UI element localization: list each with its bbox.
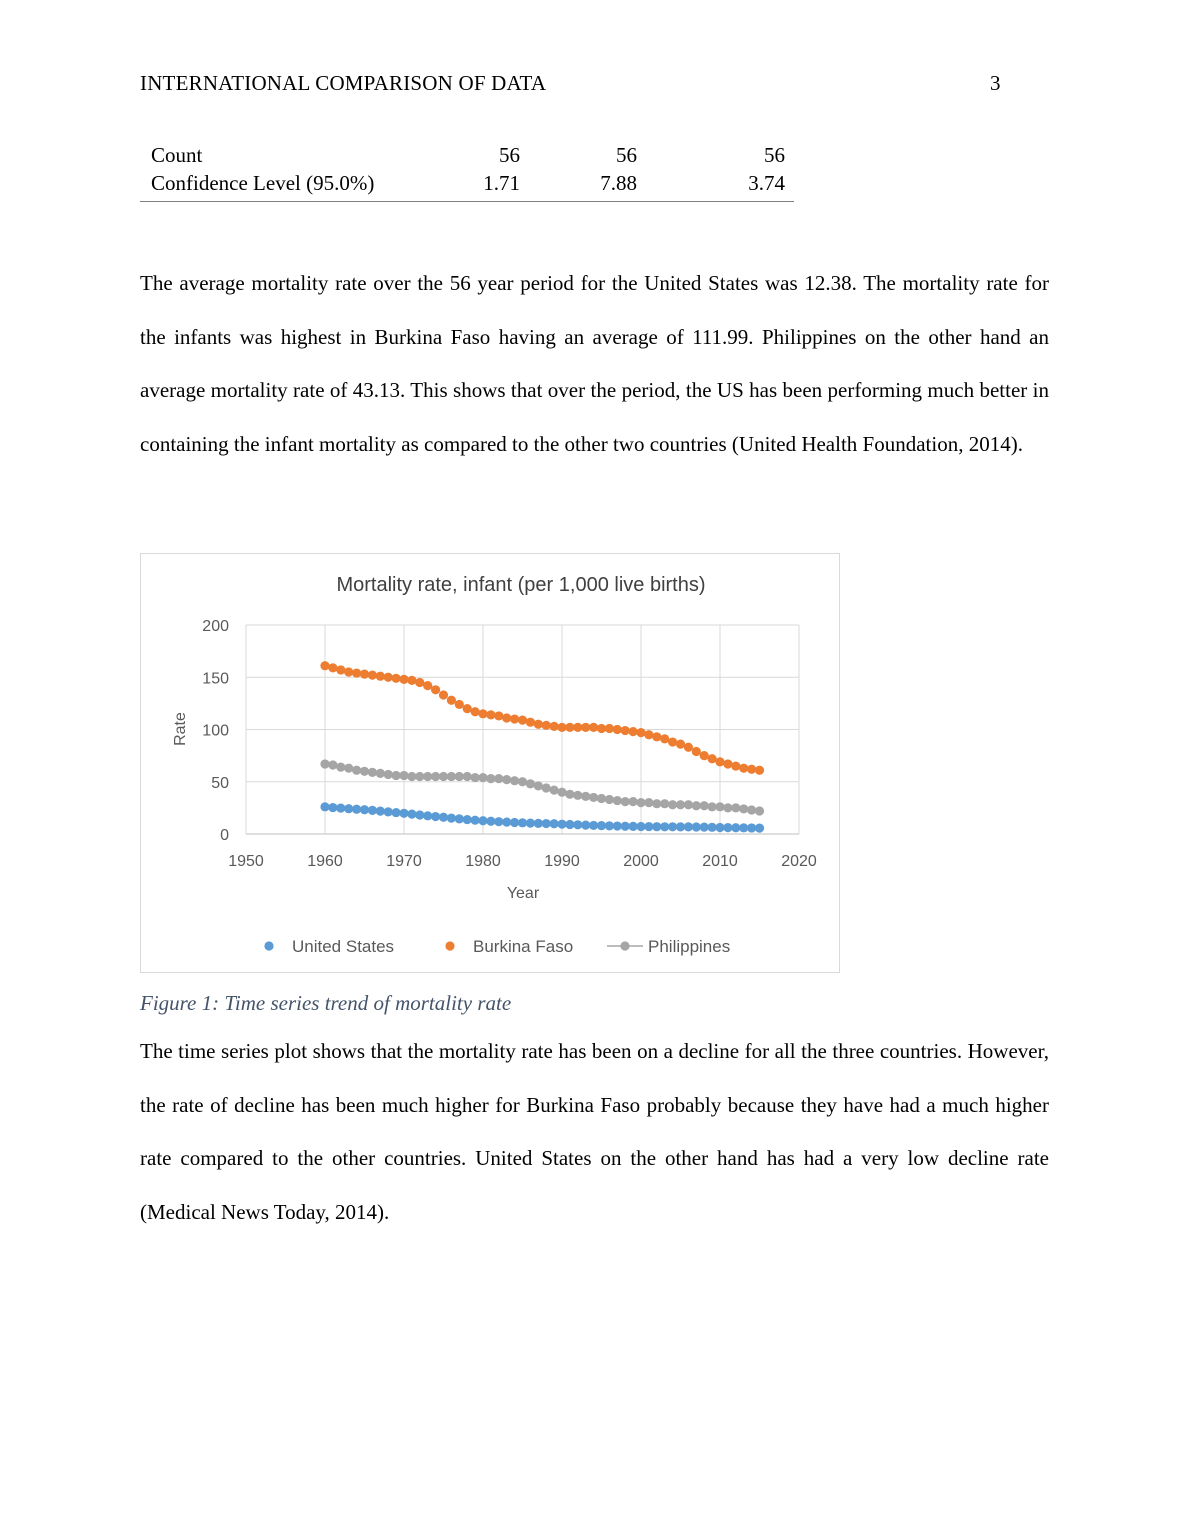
data-point [613, 796, 622, 805]
data-point [605, 795, 614, 804]
data-point [478, 709, 487, 718]
data-point [557, 820, 566, 829]
data-point [652, 799, 661, 808]
data-point [573, 723, 582, 732]
data-point [494, 817, 503, 826]
legend-item [607, 937, 730, 956]
data-point [518, 818, 527, 827]
table-row [140, 141, 794, 169]
data-point [739, 764, 748, 773]
data-point [502, 775, 511, 784]
legend-marker [445, 941, 454, 950]
data-point [636, 728, 645, 737]
data-point [731, 803, 740, 812]
data-point [415, 678, 424, 687]
data-point [534, 781, 543, 790]
figure-caption: Figure 1: Time series trend of mortality rate [140, 991, 512, 1015]
data-point [723, 823, 732, 832]
data-point [581, 792, 590, 801]
data-point [755, 824, 764, 833]
data-point [407, 772, 416, 781]
data-point [510, 776, 519, 785]
data-point [328, 803, 337, 812]
data-point [629, 727, 638, 736]
data-point [747, 805, 756, 814]
data-point [652, 822, 661, 831]
data-point [621, 822, 630, 831]
chart-title: Mortality rate, infant (per 1,000 live births) [336, 574, 706, 596]
data-point [708, 754, 717, 763]
data-point [336, 803, 345, 812]
data-point [747, 765, 756, 774]
data-point [320, 759, 329, 768]
data-point [352, 805, 361, 814]
data-point [518, 715, 527, 724]
data-point [644, 798, 653, 807]
chart-legend [264, 937, 730, 956]
series-philippines [320, 759, 764, 815]
chart-figure [140, 553, 840, 973]
body-paragraph-average-rates: The average mortality rate over the 56 year period for the United States was 12.38. The mortality rate for the infants was highest in Burkina Faso having an average of 111.99. Philippines on the other hand an average mortality rate of 43.13. This shows that over the period, the US has been performing much better in containing the infant mortality as compared to the other two countries (United Health Foundation, 2014). [140, 271, 1049, 456]
data-point [510, 818, 519, 827]
data-point [542, 783, 551, 792]
data-point [573, 820, 582, 829]
data-point [613, 821, 622, 830]
cell-burkina-faso: 56 [616, 143, 637, 167]
data-point [415, 810, 424, 819]
data-point [336, 665, 345, 674]
x-tick-label: 1980 [465, 853, 501, 870]
data-point [692, 822, 701, 831]
data-point [439, 690, 448, 699]
data-point [652, 732, 661, 741]
y-tick-label: 150 [202, 670, 229, 688]
data-point [755, 766, 764, 775]
row-label: Confidence Level (95.0%) [151, 171, 375, 195]
data-point [478, 816, 487, 825]
data-point [376, 672, 385, 681]
data-point [700, 801, 709, 810]
data-point [431, 685, 440, 694]
data-point [755, 806, 764, 815]
data-point [597, 794, 606, 803]
data-point [692, 747, 701, 756]
cell-philippines: 56 [764, 143, 785, 167]
data-point [328, 760, 337, 769]
data-point [660, 799, 669, 808]
data-point [621, 726, 630, 735]
data-point [581, 723, 590, 732]
data-point [565, 820, 574, 829]
cell-burkina-faso: 7.88 [600, 171, 637, 195]
data-point [723, 803, 732, 812]
data-point [644, 730, 653, 739]
data-point [463, 704, 472, 713]
y-axis-label: Rate [172, 712, 189, 746]
data-point [550, 722, 559, 731]
data-point [423, 811, 432, 820]
data-point [392, 674, 401, 683]
data-point [581, 821, 590, 830]
data-point [399, 809, 408, 818]
legend-marker [620, 941, 629, 950]
data-point [384, 770, 393, 779]
data-point [368, 806, 377, 815]
data-point [336, 763, 345, 772]
data-point [518, 777, 527, 786]
data-point [447, 814, 456, 823]
data-point [486, 774, 495, 783]
data-point [471, 816, 480, 825]
data-point [376, 807, 385, 816]
data-point [731, 823, 740, 832]
data-point [455, 700, 464, 709]
data-point [676, 822, 685, 831]
data-point [392, 808, 401, 817]
data-point [589, 793, 598, 802]
data-point [439, 813, 448, 822]
body-paragraph-trend: The time series plot shows that the mortality rate has been on a decline for all the three countries. However, the rate of decline has been much higher for Burkina Faso probably because they have had a much higher rate compared to the other countries. United States on the other hand has had a very low decline rate (Medical News Today, 2014). [140, 1039, 1049, 1224]
data-point [510, 714, 519, 723]
data-point [621, 797, 630, 806]
legend-label: United States [292, 937, 395, 956]
x-tick-label: 1960 [307, 853, 343, 870]
data-point [392, 771, 401, 780]
data-point [597, 821, 606, 830]
data-point [439, 772, 448, 781]
data-point [589, 723, 598, 732]
data-point [739, 823, 748, 832]
data-point [526, 718, 535, 727]
mortality-chart [141, 554, 841, 974]
data-point [739, 804, 748, 813]
x-tick-label: 2010 [702, 853, 738, 870]
data-point [494, 711, 503, 720]
data-point [676, 740, 685, 749]
legend-label: Burkina Faso [473, 937, 574, 956]
data-point [486, 710, 495, 719]
table-row [140, 169, 794, 197]
data-point [715, 823, 724, 832]
data-point [534, 720, 543, 729]
legend-label: Philippines [648, 937, 731, 956]
data-point [534, 819, 543, 828]
data-point [415, 772, 424, 781]
data-point [550, 786, 559, 795]
data-point [463, 772, 472, 781]
data-point [644, 822, 653, 831]
data-point [344, 764, 353, 773]
data-point [471, 707, 480, 716]
data-point [676, 800, 685, 809]
x-tick-label: 1950 [228, 853, 264, 870]
data-point [368, 671, 377, 680]
data-point [589, 821, 598, 830]
data-point [747, 823, 756, 832]
data-point [463, 815, 472, 824]
data-point [557, 723, 566, 732]
page-number: 3 [990, 71, 1001, 95]
data-point [565, 723, 574, 732]
cell-us: 56 [499, 143, 520, 167]
data-point [360, 767, 369, 776]
data-point [431, 772, 440, 781]
data-point [407, 676, 416, 685]
data-point [455, 772, 464, 781]
summary-stats-table [140, 141, 794, 202]
data-point [668, 737, 677, 746]
data-point [494, 774, 503, 783]
data-point [352, 668, 361, 677]
cell-philippines: 3.74 [748, 171, 785, 195]
data-point [715, 757, 724, 766]
data-point [660, 734, 669, 743]
data-point [613, 725, 622, 734]
data-point [550, 819, 559, 828]
data-point [423, 772, 432, 781]
data-point [692, 801, 701, 810]
data-point [447, 772, 456, 781]
running-header-title: INTERNATIONAL COMPARISON OF DATA [140, 71, 547, 95]
data-point [352, 766, 361, 775]
data-point [684, 800, 693, 809]
data-point [629, 822, 638, 831]
x-tick-label: 1990 [544, 853, 580, 870]
data-point [708, 802, 717, 811]
data-point [360, 670, 369, 679]
x-tick-label: 1970 [386, 853, 422, 870]
data-point [660, 822, 669, 831]
data-point [455, 814, 464, 823]
data-point [526, 819, 535, 828]
legend-marker [264, 941, 273, 950]
legend-item [445, 937, 573, 956]
data-point [636, 822, 645, 831]
data-point [344, 667, 353, 676]
data-point [320, 661, 329, 670]
data-point [668, 800, 677, 809]
y-tick-label: 0 [220, 827, 229, 844]
data-point [407, 810, 416, 819]
data-point [597, 724, 606, 733]
data-point [542, 819, 551, 828]
series-burkina-faso [320, 661, 764, 775]
data-point [700, 751, 709, 760]
y-tick-label: 200 [202, 618, 229, 635]
data-point [447, 696, 456, 705]
data-point [723, 759, 732, 768]
row-label: Count [151, 143, 203, 167]
data-point [502, 713, 511, 722]
data-point [328, 663, 337, 672]
data-point [700, 823, 709, 832]
data-point [526, 779, 535, 788]
legend-item [264, 937, 394, 956]
data-point [557, 788, 566, 797]
data-point [399, 771, 408, 780]
data-point [715, 802, 724, 811]
data-point [708, 823, 717, 832]
data-point [636, 798, 645, 807]
data-point [731, 761, 740, 770]
data-point [684, 822, 693, 831]
data-point [542, 721, 551, 730]
data-point [384, 673, 393, 682]
data-point [478, 773, 487, 782]
data-point [320, 802, 329, 811]
data-point [376, 769, 385, 778]
cell-us: 1.71 [483, 171, 520, 195]
x-axis-label: Year [506, 885, 540, 902]
data-point [384, 807, 393, 816]
x-tick-label: 2020 [781, 853, 817, 870]
data-point [629, 797, 638, 806]
data-point [344, 804, 353, 813]
y-tick-label: 50 [211, 774, 229, 792]
data-point [431, 812, 440, 821]
data-point [668, 822, 677, 831]
data-point [573, 791, 582, 800]
data-point [605, 821, 614, 830]
data-point [471, 773, 480, 782]
y-tick-label: 100 [202, 722, 229, 740]
data-point [684, 743, 693, 752]
data-point [360, 805, 369, 814]
data-point [399, 675, 408, 684]
x-tick-label: 2000 [623, 853, 659, 870]
data-point [423, 681, 432, 690]
data-point [565, 790, 574, 799]
data-point [368, 768, 377, 777]
data-point [486, 817, 495, 826]
data-point [605, 724, 614, 733]
data-point [502, 817, 511, 826]
